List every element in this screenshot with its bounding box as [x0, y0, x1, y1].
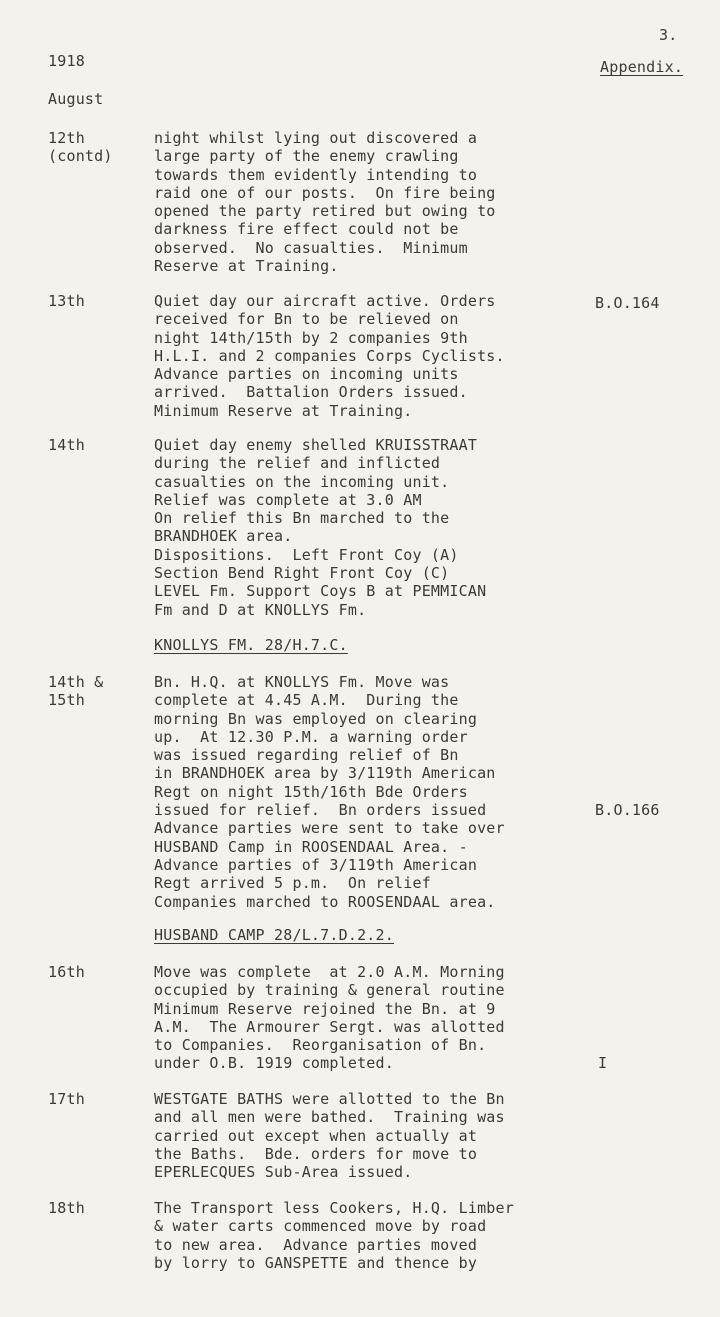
entry-date: 14th & 15th	[48, 673, 104, 710]
entry-date: 12th (contd)	[48, 129, 113, 166]
entry-date: 14th	[48, 436, 85, 454]
entry-text: Quiet day enemy shelled KRUISSTRAAT during the relief and inflicted casualties on the incoming unit. Relief was complete at 3.0 AM On relief this Bn marched to the BRANDHOEK area. Dispositions. Left Front Coy (A) Section Bend Right Front Coy (C) LEVEL Fm. Support Coys B at PEMMICAN Fm and D at KNOLLYS Fm.	[154, 436, 487, 619]
entry-date: 17th	[48, 1090, 85, 1108]
entry-text: Quiet day our aircraft active. Orders received for Bn to be relieved on night 14th/15th by 2 companies 9th H.L.I. and 2 companies Corps Cyclists. Advance parties on incoming units arrived. Battalion Orders issued. Minimum Reserve at Training.	[154, 292, 505, 420]
entry-text: Move was complete at 2.0 A.M. Morning occupied by training & general routine Minimum Reserve rejoined the Bn. at 9 A.M. The Armourer Sergt. was allotted to Companies. Reorganisation of Bn. under O.B. 1919 completed.	[154, 963, 505, 1073]
entry-date: 18th	[48, 1199, 85, 1217]
location-heading: KNOLLYS FM. 28/H.7.C.	[154, 636, 348, 654]
month: August	[48, 90, 104, 108]
page-number: 3.	[659, 26, 678, 44]
entry-text: The Transport less Cookers, H.Q. Limber & water carts commenced move by road to new area. Advance parties moved by lorry to GANSPETTE and thence by	[154, 1199, 514, 1272]
entry-text: WESTGATE BATHS were allotted to the Bn and all men were bathed. Training was carried out except when actually at the Baths. Bde. orders for move to EPERLECQUES Sub-Area issued.	[154, 1090, 505, 1182]
location-heading: HUSBAND CAMP 28/L.7.D.2.2.	[154, 926, 394, 944]
entry-date: 16th	[48, 963, 85, 981]
entry-text: night whilst lying out discovered a large party of the enemy crawling towards them evidently intending to raid one of our posts. On fire being opened the party retired but owing to darkness fire effect could not be observed. No casualties. Minimum Reserve at Training.	[154, 129, 496, 276]
appendix-reference: B.O.166	[595, 801, 660, 819]
appendix-reference: B.O.164	[595, 294, 660, 312]
entry-date: 13th	[48, 292, 85, 310]
appendix-reference: I	[598, 1054, 608, 1072]
year: 1918	[48, 52, 85, 70]
entry-text: Bn. H.Q. at KNOLLYS Fm. Move was complete at 4.45 A.M. During the morning Bn was employed on clearing up. At 12.30 P.M. a warning order was issued regarding relief of Bn in BRANDHOEK area by 3/119th American Regt on night 15th/16th Bde Orders issued for relief. Bn orders issued Advance parties were sent to take over HUSBAND Camp in ROOSENDAAL Area. - Advance parties of 3/119th American Regt arrived 5 p.m. On relief Companies marched to ROOSENDAAL area.	[154, 673, 505, 911]
appendix-heading: Appendix.	[600, 58, 684, 76]
